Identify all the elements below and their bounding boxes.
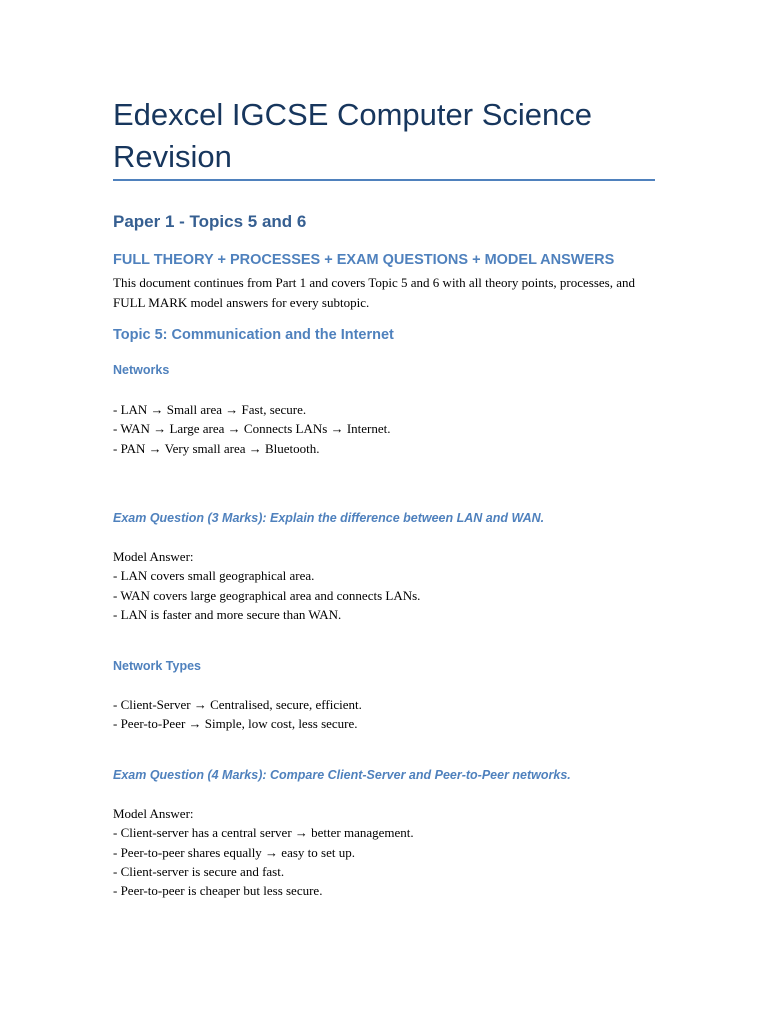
network-types-list (113, 695, 658, 734)
banner-heading: FULL THEORY + PROCESSES + EXAM QUESTIONS + MODEL ANSWERS (113, 252, 615, 268)
list-item: - WAN covers large geographical area and connects LANs. (113, 587, 421, 603)
list-item: - Client-Server → Centralised, secure, efficient. (113, 697, 362, 712)
title-underline (113, 179, 655, 181)
list-item: - LAN covers small geographical area. (113, 568, 315, 584)
list-item: - LAN is faster and more secure than WAN. (113, 606, 342, 622)
networks-list (113, 400, 658, 458)
model-answer-label: Model Answer: (113, 806, 194, 821)
list-item: - PAN → Very small area → Bluetooth. (113, 440, 320, 456)
list-item: - Client-server has a central server → better management. (113, 825, 414, 841)
exam-question-client-server: Exam Question (4 Marks): Compare Client-Server and Peer-to-Peer networks. (113, 768, 571, 782)
list-item: - Peer-to-peer shares equally → easy to set up. (113, 844, 355, 860)
network-types-heading: Network Types (113, 659, 201, 673)
networks-heading: Networks (113, 363, 170, 377)
topic5-heading: Topic 5: Communication and the Internet (113, 327, 394, 343)
list-item: - LAN → Small area → Fast, secure. (113, 402, 307, 417)
list-item: - Peer-to-Peer → Simple, low cost, less secure. (113, 716, 358, 732)
document-subtitle: Paper 1 - Topics 5 and 6 (113, 212, 307, 231)
intro-paragraph: This document continues from Part 1 and covers Topic 5 and 6 with all theory points, processes, and FULL MARK model answers for every subtopic. (113, 275, 635, 310)
list-item: - Peer-to-peer is cheaper but less secure. (113, 883, 323, 899)
model-answer-label: Model Answer: (113, 549, 194, 564)
list-item: - Client-server is secure and fast. (113, 863, 285, 879)
list-item: - WAN → Large area → Connects LANs → Internet. (113, 421, 391, 437)
document-title: Edexcel IGCSE Computer Science Revision (113, 97, 592, 174)
model-answer-lan-wan (113, 547, 658, 624)
model-answer-client-server (113, 804, 658, 900)
exam-question-lan-wan: Exam Question (3 Marks): Explain the difference between LAN and WAN. (113, 511, 545, 525)
